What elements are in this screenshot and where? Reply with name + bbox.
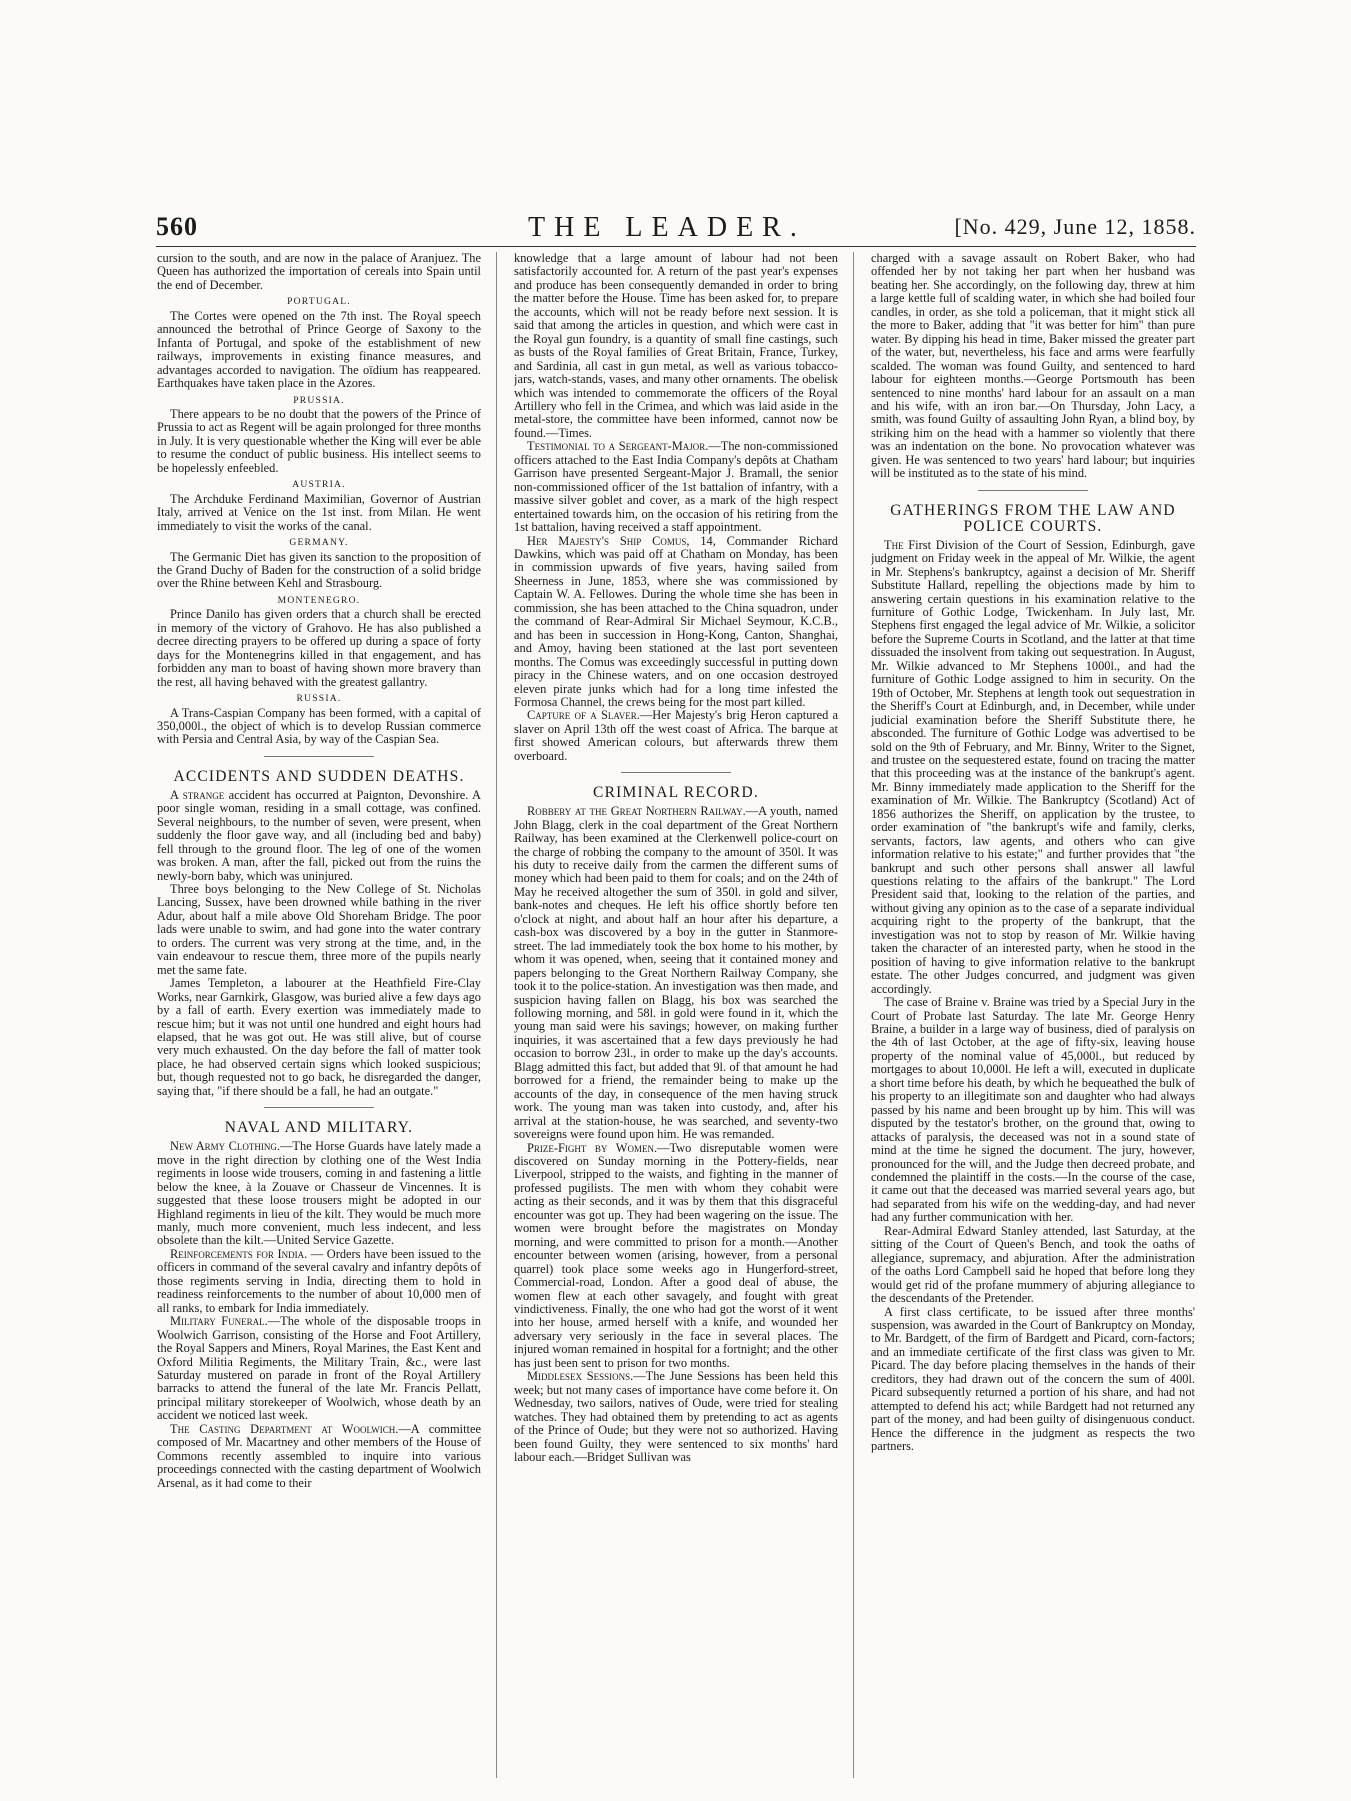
section-heading: NAVAL AND MILITARY.: [224, 1119, 414, 1137]
section-separator: [264, 756, 374, 757]
section-subhead: PRUSSIA.: [293, 394, 345, 406]
paragraph-lead: Middlesex Sessions.: [527, 1369, 634, 1384]
paragraph: [871, 539, 1195, 996]
paragraph-lead: A strange: [170, 787, 225, 802]
paragraph: [514, 1370, 838, 1464]
paragraph-lead: Capture of a Slaver.: [527, 708, 640, 723]
section-separator: [264, 1107, 374, 1108]
paragraph: [157, 1248, 481, 1315]
section-subhead: RUSSIA.: [296, 693, 342, 705]
section-heading: ACCIDENTS AND SUDDEN DEATHS.: [173, 767, 465, 785]
section-subhead: MONTENEGRO.: [277, 594, 361, 606]
paragraph: There appears to be no doubt that the powers of the Prince of Prussia to act as Regent will be again prolonged for three months in July. It is very questionable whether the King will ever be able to resume the conduct of public business. His intellect seems to be hopelessly enfeebled.: [157, 406, 481, 475]
section-separator: [978, 490, 1088, 491]
paragraph: [514, 805, 838, 1141]
column-3: [871, 252, 1195, 1778]
issue-date: [No. 429, June 12, 1858.: [954, 214, 1196, 239]
paragraph: [514, 1142, 838, 1371]
paragraph-lead: Robbery at the Great Northern Railway.: [527, 804, 746, 819]
paragraph: cursion to the south, and are now in the palace of Aranjuez. The Queen has authorized the importation of cereals into Spain until the end of December.: [157, 252, 481, 292]
paragraph: The Germanic Diet has given its sanction to the proposition of the Grand Duchy of Baden for the construction of a solid bridge over the Rhine between Kehl and Strasbourg.: [157, 549, 481, 591]
paragraph-lead: Military Funeral.: [170, 1314, 268, 1329]
paragraph: charged with a savage assault on Robert Baker, who had offended her by not taking her part when her husband was beating her. She accordingly, on the following day, threw at him a large kettle full of scalding water, in which she had boiled four candles, in order, as she told a policeman, that it might stick all the more to Baker, adding that "it was better for him" than pure water. By dipping his head in time, Baker missed the greater part of the water, but, nevertheless, his face and arms were fearfully scalded. The woman was found Guilty, and sentenced to hard labour for eighteen months.—George Portsmouth has been sentenced to nine months' hard labour for an assault on a man and his wife, with an iron bar.—On Thursday, John Lacy, a smith, was found Guilty of assaulting John Ryan, a blind boy, by striking him on the head with a hammer so violently that there was an indentation on the bone. No provocation whatever was given. He was sentenced to two years' hard labour; but inquiries will be instituted as to the state of his mind.: [871, 252, 1195, 481]
paragraph-lead: Reinforcements for India.: [170, 1246, 308, 1261]
paragraph: The Cortes were opened on the 7th inst. The Royal speech announced the betrothal of Prince George of Saxony to the Infanta of Portugal, and spoke of the establishment of new railways, improvements in existing finance measures, and advantages accorded to navigation. The oïdium has reappeared. Earthquakes have taken place in the Azores.: [157, 308, 481, 391]
paragraph: James Templeton, a labourer at the Heathfield Fire-Clay Works, near Garnkirk, Glasgow, was buried alive a few days ago by a fall of earth. Every exertion was immediately made to rescue him; but it was not until one hundred and eight hours had elapsed, that he was got out. He was still alive, but of course very much exhausted. On the day before the fall of matter took place, he had observed certain signs which looked suspicious; but, though requested not to go back, he disregarded the danger, saying that, "if there should be a fall, he had an outgate.": [157, 976, 481, 1098]
paragraph: A first class certificate, to be issued after three months' suspension, was awarded in the Court of Bankruptcy on Monday, to Mr. Bardgett, of the firm of Bardgett and Picard, corn-factors; and an immediate certificate of the first class was given to Mr. Picard. The day before placing themselves in the hands of their creditors, they had drawn out of the concern the sum of 400l. Picard subsequently returned a portion of his share, and had not attempted to defend his act; while Bardgett had not returned any part of the money, and had been guilty of disingenuous conduct. Hence the difference in the judgment as respects the two partners.: [871, 1304, 1195, 1454]
paragraph-lead: The: [884, 537, 904, 552]
section-subhead: AUSTRIA.: [292, 479, 346, 491]
section-heading: GATHERINGS FROM THE LAW AND POLICE COURTS.: [890, 501, 1176, 535]
paragraph-lead: New Army Clothing.: [170, 1139, 280, 1154]
paragraph: [514, 709, 838, 763]
paragraph: Rear-Admiral Edward Stanley attended, last Saturday, at the sitting of the Court of Queen's Bench, and took the oaths of allegiance, supremacy, and abjuration. After the administration of the oaths Lord Campbell said he hoped that before long they would get rid of the profane mummery of abjuring allegiance to the descendants of the Pretender.: [871, 1223, 1195, 1306]
column-divider: [496, 252, 497, 1778]
paragraph: [514, 535, 838, 710]
page-number: 560: [156, 212, 198, 241]
paragraph: A Trans-Caspian Company has been formed, with a capital of 350,000l., the object of which is to develop Russian commerce with Persia and Central Asia, by way of the Caspian Sea.: [157, 705, 481, 747]
section-subhead: PORTUGAL.: [287, 296, 351, 308]
paragraph: Prince Danilo has given orders that a church shall be erected in memory of the victory of Grahovo. He has also published a decree directing prayers to be offered up during a space of forty days for the Montenegrins killed in that engagement, and has forbidden any man to boast of having shown more bravery than the rest, all having behaved with the greatest gallantry.: [157, 607, 481, 689]
paragraph-body: —The Horse Guards have lately made a move in the right direction by clothing one of the West India regiments in loose wide trousers, coming in and fastening a little below the knee, à la Zouave or Chasseur de Vincennes. It is suggested that these loose trousers might be adopted in our Highland regiments in lieu of the kilt. They would be much more manly, much more convenient, much less indecent, and less obsolete than the kilt.—United Service Gazette.: [157, 1139, 481, 1248]
paragraph-body: —The whole of the disposable troops in Woolwich Garrison, consisting of the Horse and Foot Artillery, the Royal Sappers and Miners, Royal Marines, the East Kent and Oxford Militia Regiments, the Military Train, &c., were last Saturday mustered on parade in front of the Royal Artillery barracks to attend the funeral of the late Mr. Francis Pellatt, principal military storekeeper of Woolwich, whose death by an accident we noticed last week.: [157, 1314, 481, 1423]
paragraph-lead: Testimonial to a Sergeant-Major.: [527, 439, 709, 454]
column-divider: [853, 252, 854, 1778]
paragraph: [157, 1315, 481, 1423]
paragraph-body: —A youth, named John Blagg, clerk in the coal department of the Great Northern Railway, has been examined at the Clerkenwell police-court on the charge of robbing the company to the amount of 350l. It was his duty to receive daily from the carmen the different sums of money which had been paid to them for coals; and on the 24th of May he received altogether the sum of 350l. in gold and silver, bank-notes and cheques. He left his office shortly before ten o'clock at night, and about half an hour after his departure, a cash-box was discovered by a boy in the gutter in Stanmore-street. The lad immediately took the box home to his mother, by whom it was opened, when, seeing that it contained money and papers belonging to the Great Northern Railway Company, she took it to the police-station. An investigation was then made, and suspicion having fallen on Blagg, his box was searched the following morning, and 58l. in gold were found in it, which the young man said were his savings; however, on making further inquiries, it was ascertained that a few days previously he had occasion to borrow 23l., in order to make up the day's accounts. Blagg admitted this fact, but added that 9l. of that amount he had borrowed for a friend, the remainder being to make up the accounts of the day, in consequence of the men having struck work. The young man was taken into custody, and, after his arrival at the station-house, he was searched, and seventy-two sovereigns were found upon him. He was remanded.: [514, 804, 838, 1142]
paragraph: The case of Braine v. Braine was tried by a Special Jury in the Court of Probate last Saturday. The late Mr. George Henry Braine, a builder in a large way of business, died of paralysis on the 4th of last October, at the age of fifty-six, leaving house property of the nominal value of 45,000l., but reduced by mortgages to about 10,000l. He left a will, executed in duplicate a short time before his death, by which he bequeathed the bulk of his property to an illegitimate son and daughter who had always passed by his name and been brought up by him. This will was disputed by the testator's brother, on the ground that, owing to attacks of paralysis, the deceased was not in a sound state of mind at the time he signed the document. The jury, however, pronounced for the will, and the Judge then decreed probate, and condemned the plaintiff in the costs.—In the course of the case, it came out that the deceased was married several years ago, but had separated from his wife on the wedding-day, and had never had any further communication with her.: [871, 995, 1195, 1225]
paragraph: [157, 1423, 481, 1490]
paragraph-body: —Two disreputable women were discovered on Sunday morning in the Pottery-fields, near Liverpool, stripped to the waists, and fighting in the manner of professed pugilists. The men with whom they cohabit were acting as their seconds, and it was by them that this disgraceful encounter was got up. They had been wagering on the issue. The women were brought before the magistrates on Monday morning, and were committed to prison for a month.—Another encounter between women (arising, however, from a personal quarrel) took place some weeks ago in Hungerford-street, Commercial-road, London. After a good deal of abuse, the women flew at each other savagely, and fought with great vindictiveness. Finally, the one who had got the worst of it went into her house, armed herself with a knife, and wounded her adversary very seriously in the face in several places. The injured woman remained in hospital for a fortnight; and the other has just been sent to prison for two months.: [514, 1140, 838, 1370]
paragraph-body: accident has occurred at Paignton, Devonshire. A poor single woman, residing in a small cottage, was confined. Several neighbours, to the number of seven, were present, when suddenly the floor gave way, and all (including bed and baby) fell through to the ground floor. The leg of one of the women was broken. A man, after the fall, picked out from the ruins the newly-born baby, which was uninjured.: [157, 787, 481, 883]
paragraph-lead: The Casting Department at Woolwich.: [170, 1421, 399, 1436]
paragraph: [157, 789, 481, 883]
column-1: [157, 252, 481, 1778]
paragraph-body: 14, Commander Richard Dawkins, which was paid off at Chatham on Monday, has been in commission upwards of five years, having sailed from Sheerness in June, 1853, where she was commissioned by Captain W. A. Fellowes. During the whole time she has been in commission, she has been attached to the China squadron, under the command of Rear-Admiral Sir Michael Seymour, K.C.B., and has been in succession in Hong-Kong, Canton, Shanghai, and Amoy, having been stationed at the last port seventeen months. The Comus was exceedingly successful in putting down piracy in the Chinese waters, and on one occasion destroyed eleven pirate junks which had for a long time infested the Formosa Channel, the crews being for the most part killed.: [514, 533, 838, 709]
column-2: [514, 252, 838, 1778]
section-heading: CRIMINAL RECORD.: [593, 784, 759, 802]
paragraph-body: —The non-commissioned officers attached to the East India Company's depôts at Chatham Garrison have presented Sergeant-Major J. Bramall, the senior non-commissioned officer of the 1st battalion of infantry, with a massive silver goblet and cover, as a mark of the high respect entertained towards him, on the occasion of his retiring from the 1st battalion, having received a staff appointment.: [514, 439, 838, 535]
paragraph-body: First Division of the Court of Session, Edinburgh, gave judgment on Friday week in the appeal of Mr. Wilkie, the agent in Mr. Stephens's bankruptcy, against a decision of Mr. Sheriff Substitute Hallard, repelling the objections made by him to answering certain questions in his examination relative to the furniture of Gothic Lodge, Twickenham. In July last, Mr. Stephens first engaged the legal advice of Mr. Wilkie, a solicitor before the Supreme Courts in Scotland, and the latter at that time dissuaded the insolvent from taking out sequestration. In August, Mr. Wilkie advanced to Mr Stephens 1000l., and had the furniture of Gothic Lodge assigned to him in security. On the 19th of October, Mr. Stephens at length took out sequestration in the Sheriff's Court at Edinburgh, and, in December, while under judicial examination before the Sheriff Substitute there, he absconded. The furniture of Gothic Lodge was advertised to be sold on the 9th of February, and Mr. Binny, Writer to the Signet, and trustee on the sequestered estate, found on tracing the matter that this proceeding was at the instance of the bankrupt's agent. Mr. Binny immediately made application to the Sheriff for the examination of Mr. Wilkie. The Bankruptcy (Scotland) Act of 1856 authorizes the Sheriff, on application by the trustee, to order examination of "the bankrupt's wife and family, clerks, servants, factors, law agents, and others who can give information relative to his estate;" and further provides that "the bankrupt and such other persons shall answer all lawful questions relating to the affairs of the bankrupt." The Lord President said that, looking to the relation of the parties, and without giving any opinion as to the case of a separate individual acquiring right to the property of the bankrupt, that the investigation was not to stop by reason of Mr. Wilkie having taken the character of an interested party, when he stood in the position of having to give information relative to the bankrupt estate. The other Judges concurred, and judgment was given accordingly.: [871, 537, 1195, 996]
paragraph-body: —A committee composed of Mr. Macartney and other members of the House of Commons recently assembled to inquire into various proceedings connected with the casting department of Woolwich Arsenal, as it had come to their: [157, 1421, 481, 1490]
paragraph: Three boys belonging to the New College of St. Nicholas Lancing, Sussex, have been drowned while bathing in the river Adur, about half a mile above Old Shoreham Bridge. The poor lads were unable to swim, and had gone into the water contrary to orders. The current was very strong at the time, and, in the vain endeavour to rescue them, three more of the pupils nearly met the same fate.: [157, 882, 481, 977]
masthead-rule: [156, 246, 1196, 247]
newspaper-title: THE LEADER.: [528, 212, 806, 243]
paragraph-body: —Her Majesty's brig Heron captured a slaver on April 13th off the west coast of Africa. The barque at first showed American colours, but afterwards threw them overboard.: [514, 708, 838, 763]
paragraph-lead: Prize-Fight by Women.: [527, 1140, 658, 1155]
paragraph: The Archduke Ferdinand Maximilian, Governor of Austrian Italy, arrived at Venice on the 1st inst. from Milan. He went immediately to visit the works of the canal.: [157, 491, 481, 533]
paragraph-body: — Orders have been issued to the officers in command of the several cavalry and infantry depôts of those regiments serving in India, directing them to hold in readiness reinforcements to the number of about 10,000 men of all ranks, to embark for India immediately.: [157, 1246, 481, 1315]
paragraph: [157, 1140, 481, 1248]
paragraph-lead: Her Majesty's Ship Comus,: [527, 533, 690, 548]
paragraph: [514, 440, 838, 534]
paragraph-body: —The June Sessions has been held this week; but not many cases of importance have come before it. On Wednesday, two sailors, natives of Oude, were tried for stealing watches. They had obtained them by pretending to act as agents of the Prince of Oude; but they were not so authorized. Having been found Guilty, they were sentenced to six months' hard labour each.—Bridget Sullivan was: [514, 1369, 838, 1464]
paragraph: knowledge that a large amount of labour had not been satisfactorily accounted for. A return of the past year's expenses and produce has been consequently demanded in order to bring the matter before the House. Time has been asked for, to prepare the accounts, which will not be ready before next session. It is said that among the articles in question, and which were cast in the Royal gun foundry, is a quantity of small fine castings, such as busts of the Royal families of Great Britain, France, Turkey, and Sardinia, all cast in gun metal, as well as various tobacco-jars, watch-stands, vases, and many other ornaments. The obelisk which was intended to commemorate the officers of the Royal Artillery who fell in the Crimea, and which was laid aside in the metal-store, the committee have been informed, cannot now be found.—Times.: [514, 252, 838, 440]
section-separator: [621, 772, 731, 773]
section-subhead: GERMANY.: [289, 537, 349, 549]
